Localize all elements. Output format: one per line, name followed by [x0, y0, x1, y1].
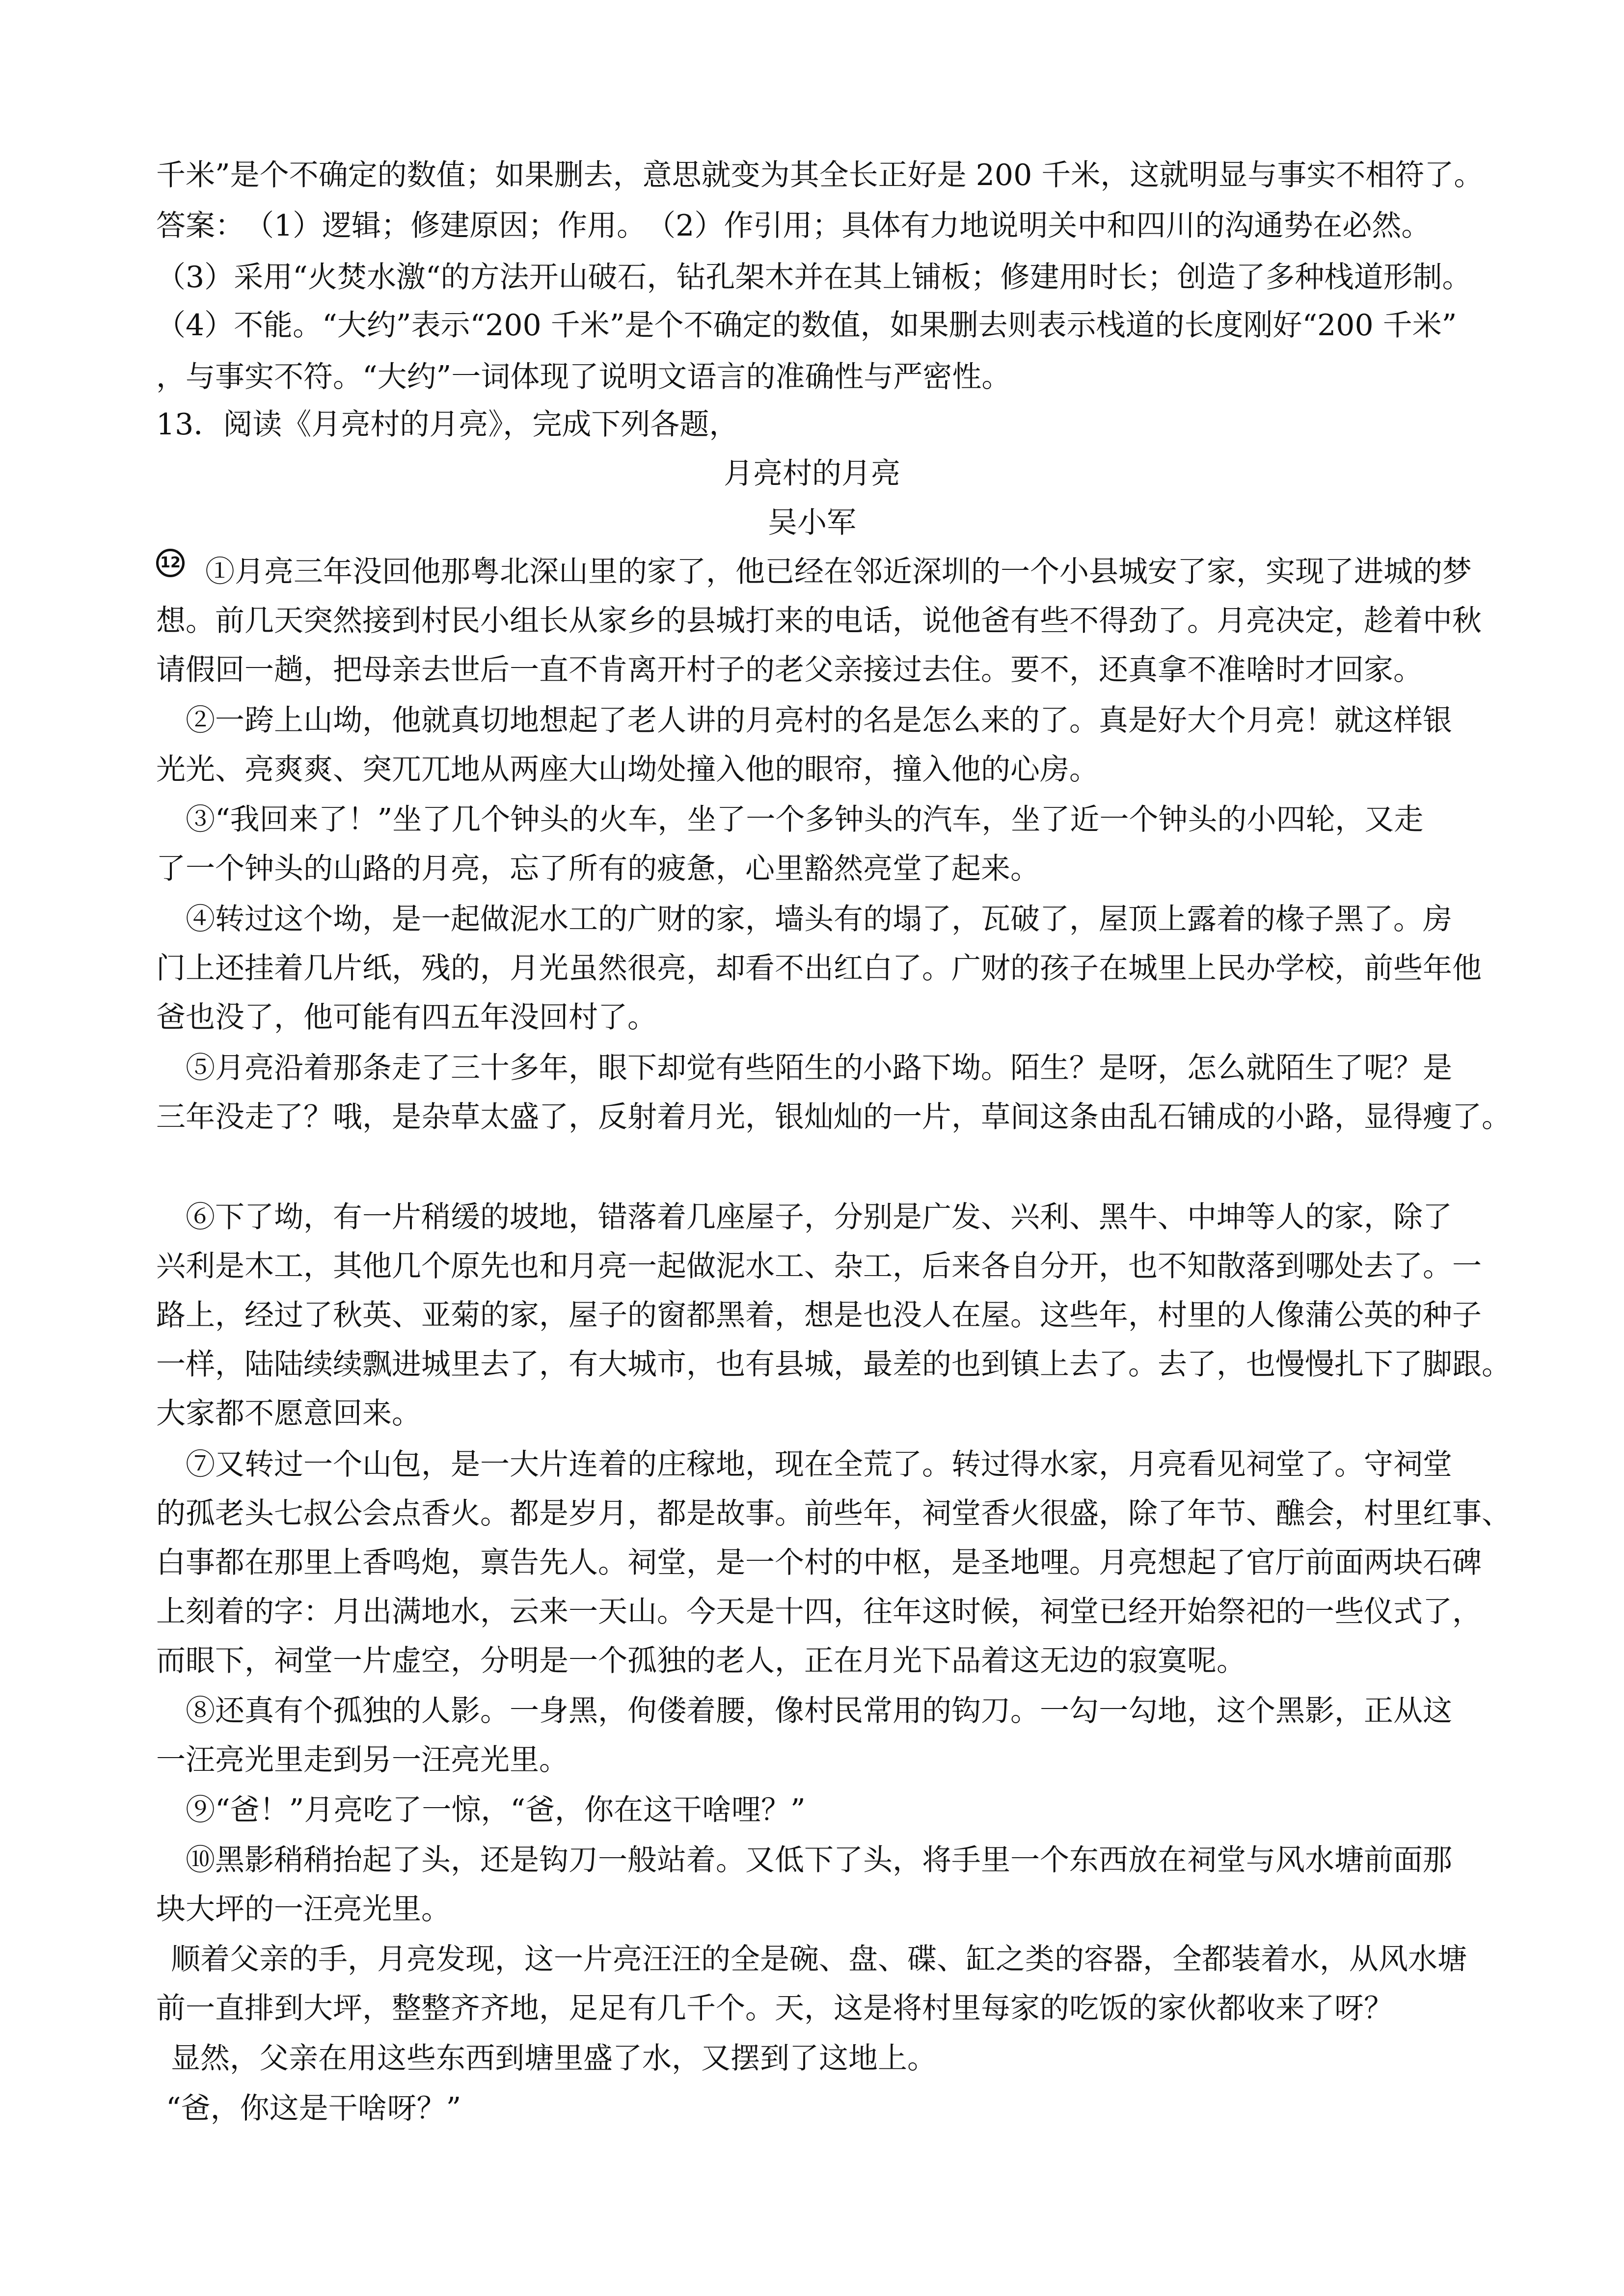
paragraph-line: 光光、亮爽爽、突兀兀地从两座大山坳处撞入他的眼帘，撞入他的心房。 [156, 752, 1099, 787]
answer-line-1: 千米”是个不确定的数值；如果删去，意思就变为其全长正好是 200 千米，这就明显与事实不相符了。 [156, 158, 1484, 192]
paragraph-line: “爸，你这是干啥呀？” [166, 2091, 461, 2126]
answer-line-4: （4）不能。“大约”表示“200 千米”是个不确定的数值，如果删去则表示栈道的长度刚好“200 千米” [156, 308, 1457, 343]
paragraph-line: 的孤老头七叔公会点香火。都是岁月，都是故事。前些年，祠堂香火很盛，除了年节、醮会，村里红事、 [156, 1496, 1511, 1531]
paragraph-line: ⑦又转过一个山包，是一大片连着的庄稼地，现在全荒了。转过得水家，月亮看见祠堂了。守祠堂 [186, 1447, 1452, 1482]
paragraph-line: 大家都不愿意回来。 [156, 1396, 421, 1431]
answer-line-2: 答案： （1）逻辑；修建原因；作用。 （2）作引用；具体有力地说明关中和四川的沟通势在必然。 [156, 209, 1431, 243]
paragraph-line: ①月亮三年没回他那粤北深山里的家了，他已经在邻近深圳的一个小县城安了家，实现了进城的梦 [205, 555, 1472, 589]
paragraph-line: ⑩黑影稍稍抬起了头，还是钩刀一般站着。又低下了头，将手里一个东西放在祠堂与风水塘前面那 [186, 1843, 1452, 1877]
question-prompt: 13．阅读《月亮村的月亮》，完成下列各题， [156, 407, 739, 442]
paragraph-line: 请假回一趟，把母亲去世后一直不肯离开村子的老父亲接过去住。要不，还真拿不准啥时才回家。 [156, 653, 1423, 687]
paragraph-line: 而眼下，祠堂一片虚空，分明是一个孤独的老人，正在月光下品着这无边的寂寞呢。 [156, 1644, 1246, 1678]
paragraph-line: 上刻着的字：月出满地水，云来一天山。今天是十四，往年这时候，祠堂已经开始祭祀的一些仪式了， [156, 1595, 1482, 1629]
paragraph-line: 一汪亮光里走到另一汪亮光里。 [156, 1743, 568, 1777]
paragraph-line: 一样，陆陆续续飘进城里去了，有大城市，也有县城，最差的也到镇上去了。去了，也慢慢扎下了脚跟。 [156, 1347, 1511, 1382]
answer-line-5: ，与事实不符。“大约”一词体现了说明文语言的准确性与严密性。 [156, 360, 1011, 394]
paragraph-line: 白事都在那里上香鸣炮，禀告先人。祠堂，是一个村的中枢，是圣地哩。月亮想起了官厅前面两块石碑 [156, 1546, 1482, 1580]
paragraph-line: ②一跨上山坳，他就真切地想起了老人讲的月亮村的名是怎么来的了。真是好大个月亮！就这样银 [186, 703, 1452, 738]
paragraph-line: ③“我回来了！”坐了几个钟头的火车，坐了一个多钟头的汽车，坐了近一个钟头的小四轮，又走 [186, 802, 1424, 837]
paragraph-line: 显然，父亲在用这些东西到塘里盛了水，又摆到了这地上。 [171, 2041, 937, 2076]
paragraph-line: ⑥下了坳，有一片稍缓的坡地，错落着几座屋子，分别是广发、兴利、黑牛、中坤等人的家，除了 [186, 1200, 1452, 1234]
article-author: 吴小军 [768, 506, 856, 540]
paragraph-line: 三年没走了？哦，是杂草太盛了，反射着月光，银灿灿的一片，草间这条由乱石铺成的小路，显得瘦了。 [156, 1100, 1511, 1134]
paragraph-line: 兴利是木工，其他几个原先也和月亮一起做泥水工、杂工，后来各自分开，也不知散落到哪处去了。一 [156, 1249, 1482, 1283]
paragraph-line: 顺着父亲的手，月亮发现，这一片亮汪汪的全是碗、盘、碟、缸之类的容器，全都装着水，从风水塘 [171, 1942, 1467, 1976]
paragraph-line: 前一直排到大坪，整整齐齐地，足足有几千个。天，这是将村里每家的吃饭的家伙都收来了呀？ [156, 1991, 1393, 2026]
paragraph-line: ⑤月亮沿着那条走了三十多年，眼下却觉有些陌生的小路下坳。陌生？是呀，怎么就陌生了呢？是 [186, 1051, 1452, 1085]
paragraph-line: ④转过这个坳，是一起做泥水工的广财的家，墙头有的塌了，瓦破了，屋顶上露着的椽子黑了。房 [186, 902, 1452, 936]
paragraph-line: 门上还挂着几片纸，残的，月光虽然很亮，却看不出红白了。广财的孩子在城里上民办学校，前些年他 [156, 951, 1482, 986]
paragraph-line: 爸也没了，他可能有四五年没回村了。 [156, 1000, 657, 1035]
article-title: 月亮村的月亮 [724, 456, 900, 491]
paragraph-line: 想。前几天突然接到村民小组长从家乡的县城打来的电话，说他爸有些不得劲了。月亮决定，趁着中秋 [156, 604, 1482, 638]
paragraph-line: 块大坪的一汪亮光里。 [156, 1892, 451, 1926]
paragraph-line: ⑧还真有个孤独的人影。一身黑，佝偻着腰，像村民常用的钩刀。一勾一勾地，这个黑影，正从这 [186, 1694, 1452, 1728]
paragraph-line: 路上，经过了秋英、亚菊的家，屋子的窗都黑着，想是也没人在屋。这些年，村里的人像蒲公英的种子 [156, 1298, 1482, 1333]
answer-line-3: （3）采用“火焚水激“的方法开山破石，钻孔架木并在其上铺板；修建用时长；创造了多种栈道形制。 [156, 260, 1472, 294]
paragraph-line: ⑨“爸！”月亮吃了一惊，“爸，你在这干啥哩？” [186, 1793, 806, 1827]
paragraph-line: 了一个钟头的山路的月亮，忘了所有的疲惫，心里豁然亮堂了起来。 [156, 852, 1040, 886]
question-number-badge: 12 [156, 549, 185, 577]
